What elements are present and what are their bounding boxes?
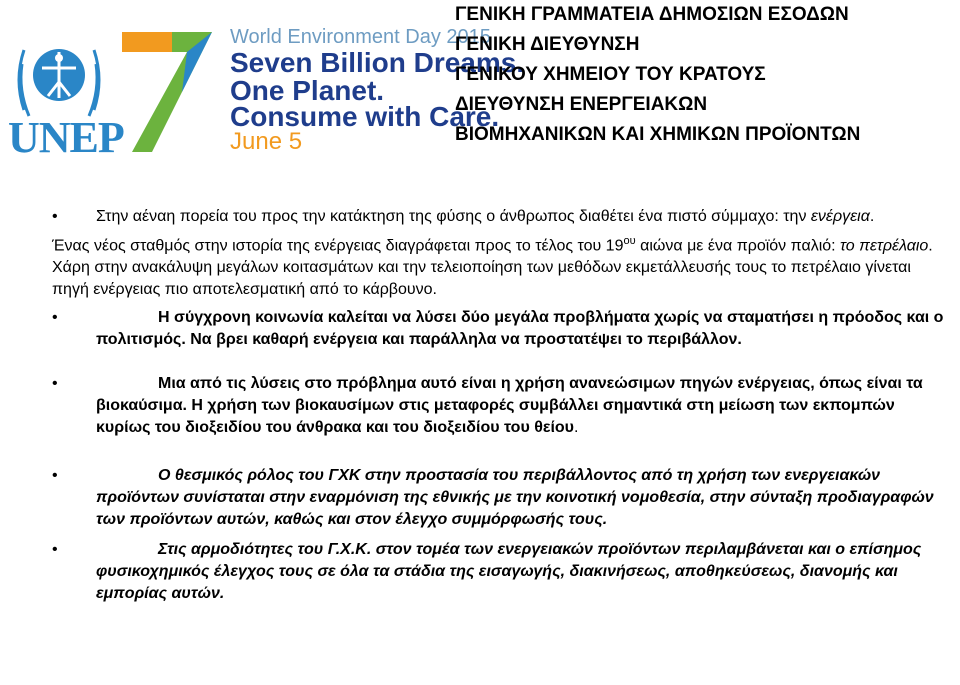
p2-text-oil: το πετρέλαιο	[840, 237, 929, 255]
p2-text-a: Ένας νέος σταθμός στην ιστορία της ενέργειας διαγράφεται προς το τέλος του 19	[52, 237, 624, 255]
bullet-icon: •	[52, 208, 58, 225]
logo-area	[0, 0, 525, 170]
header-line-1: ΓΕΝΙΚΗ ΓΡΑΜΜΑΤΕΙΑ ΔΗΜΟΣΙΩΝ ΕΣΟΔΩΝ	[455, 4, 849, 25]
header-title	[455, 0, 955, 150]
p4-end: .	[573, 419, 579, 437]
bullet-content	[52, 206, 952, 605]
p2-text-d: . Χάρη στην ανακάλυψη μεγάλων κοιτασμάτων και την τελειοποίηση των μεθόδων εκμετάλλευσής τους το πετρέλαιο γίνεται πηγή ενέργειας πιο αποτελεσματική από το κάρβουνο.	[52, 237, 933, 299]
bullet-icon: •	[52, 375, 58, 393]
header-line-2: ΓΕΝΙΚΗ ΔΙΕΥΘΥΝΣΗ	[455, 34, 640, 55]
p3-text: Η σύγχρονη κοινωνία καλείται να λύσει δύο μεγάλα προβλήματα χωρίς να σταματήσει η πρόοδος και ο πολιτισμός. Να βρει καθαρή ενέργεια και παράλληλα να προστατέψει το περιβάλλον.	[96, 309, 944, 349]
p1-text-energy: ενέργεια	[810, 208, 870, 225]
paragraph-2	[8, 230, 952, 301]
p5-text: Ο θεσμικός ρόλος του ΓΧΚ στην προστασία του περιβάλλοντος από τη χρήση των ενεργειακών προϊόντων συνίσταται στην εναρμόνιση της εθνικής με την κοινοτική νομοθεσία, στην σύνταξη προδιαγραφών των προϊόντων αυτών, καθώς και στον έλεγχο συμμόρφωσής τους.	[96, 467, 934, 529]
p6-text: Στις αρμοδιότητες του Γ.Χ.Κ. στον τομέα των ενεργειακών προϊόντων περιλαμβάνεται και ο επίσημος φυσικοχημικός έλεγχος τους σε όλα τα στάδια της εισαγωγής, διακινήσεως, αποθηκεύσεως, διανομής και εμπορίας αυτών.	[96, 541, 922, 603]
bullet-icon: •	[52, 541, 58, 559]
unep-logo-text: UNEP	[8, 113, 124, 162]
wed-date-text: June 5	[230, 128, 303, 155]
bullet-paragraph-1	[52, 206, 952, 228]
wed-slogan-line-2: One Planet.	[230, 75, 385, 106]
wed-slogan-line-3: Consume with Care.	[230, 101, 500, 132]
wed-slogan-line-1: Seven Billion Dreams.	[230, 47, 525, 78]
wed-year-text: World Environment Day 2015	[230, 26, 491, 48]
header-line-4: ΔΙΕΥΘΥΝΣΗ ΕΝΕΡΓΕΙΑΚΩΝ	[455, 94, 708, 115]
p2-text-b: αιώνα με ένα προϊόν παλιό:	[635, 237, 841, 255]
bullet-paragraph-6	[52, 539, 952, 605]
p1-text-c: .	[869, 208, 875, 225]
p2-sup: ου	[623, 235, 636, 247]
p1-text-a: Στην αέναη πορεία του προς την κατάκτηση της φύσης ο άνθρωπος διαθέτει ένα πιστό σύμμαχο: την	[96, 208, 811, 225]
bullet-paragraph-3	[52, 307, 952, 351]
bullet-paragraph-4	[52, 373, 952, 439]
wed-7-logo-icon	[112, 22, 222, 162]
bullet-icon: •	[52, 467, 58, 485]
header-line-3: ΓΕΝΙΚΟΥ ΧΗΜΕΙΟΥ ΤΟΥ ΚΡΑΤΟΥΣ	[455, 64, 766, 85]
header-line-5: ΒΙΟΜΗΧΑΝΙΚΩΝ ΚΑΙ ΧΗΜΙΚΩΝ ΠΡΟΪΟΝΤΩΝ	[455, 124, 861, 145]
bullet-icon: •	[52, 309, 58, 327]
p4-text: Μια από τις λύσεις στο πρόβλημα αυτό είναι η χρήση ανανεώσιμων πηγών ενέργειας, όπως είναι τα βιοκαύσιμα. Η χρήση των βιοκαυσίμων στις μεταφορές συμβάλλει σημαντικά στη μείωση των εκπομπών κυρίως του διοξειδίου του άνθρακα και του διοξειδίου του θείου	[96, 375, 923, 437]
bullet-paragraph-5	[52, 465, 952, 531]
